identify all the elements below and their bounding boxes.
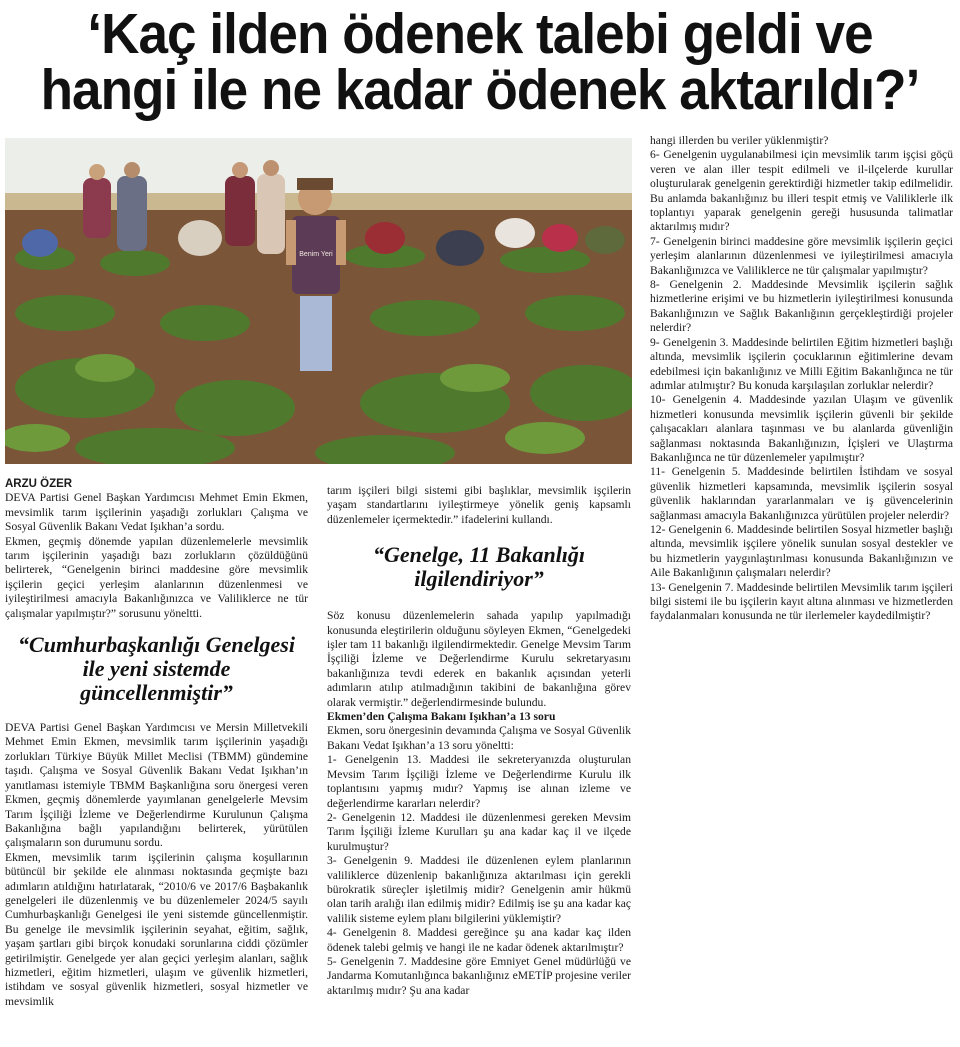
article-column-3	[650, 134, 953, 624]
question-item: 6- Genelgenin uygulanabilmesi için mevsimlik tarım işçisi göçü veren ve alan iller tespit edilmeli ve il-ilçelerde kurullar oluşturularak genelgenin gerektirdiği hizmetler takip edilmelidir. Bu anlamda bakanlığınız bu illeri tespit etmiş ve Valiliklerle ilk toplantıyı yaparak genelgenin gereği hususunda talimatlar aktarılmış mıdır?	[650, 148, 953, 234]
question-item: 12- Genelgenin 6. Maddesinde belirtilen Sosyal hizmetler başlığı altında, mevsimlik işçilere yönelik sunulan sosyal destekler ve bu hizmetlerin yaygınlaştırılması konusunda Bakanlığınızın ve Aile Bakanlığının çalışmaları nelerdir?	[650, 522, 953, 580]
question-item: 2- Genelgenin 12. Maddesi ile düzenlenmesi gereken Mevsim Tarım İşçiliği İzleme Kurulları şu ana kadar kaç il ve ilçede kurulmuştur?	[327, 810, 631, 853]
article-photo	[5, 138, 632, 464]
intro-paragraph-2: Ekmen, geçmiş dönemde yapılan düzenlemelerle mevsimlik tarım işçilerinin yaşadığı bazı zorlukların çözüldüğünü belirterek, “Genelgenin birinci maddesine göre mevsimlik işçilerin geçici yerleşim alanlarının düzenlenmesi ve iyileştirilmesi amacıyla Bakanlığınızca ve Valiliklerce ne tür çalışmalar yapılmıştır?” sorusunu yöneltti.	[5, 534, 308, 620]
question-item: 11- Genelgenin 5. Maddesinde belirtilen İstihdam ve sosyal güvenlik hizmetleri kapsamında, mevsimlik işçilerin sosyal güvenlik haklarından yararlanmaları ve iş güvencelerinin sağlanması amacıyla Bakanlığınızca yürütülen projeler nelerdir?	[650, 465, 953, 522]
question-item: 5- Genelgenin 7. Maddesine göre Emniyet Genel müdürlüğü ve Jandarma Komutanlığınca bakanlığınız eMETİP projesine veriler aktarılmış mıdır? Şu ana kadar	[327, 954, 631, 997]
article-column-1	[5, 477, 308, 1009]
body-paragraph-1: DEVA Partisi Genel Başkan Yardımcısı ve Mersin Milletvekili Mehmet Emin Ekmen, mevsimlik tarım işçilerinin yaşadığı zorlukları Türkiye Büyük Millet Meclisi (TBMM) gündemine taşıdı. Çalışma ve Sosyal Güvenlik Bakanı Vedat Işıkhan’ın yanıtlaması istemiyle TBMM Başkanlığına soru önergesi veren Ekmen, geçmiş dönemlerde yayımlanan genelgelerle Mevsim Tarım İşçiliği İzleme ve Değerlendirme Kurulunun Çalışma Bakanlığına bağlı yapılandığını belirterek, yürütülen çalışmaların son durumunu sordu.	[5, 721, 308, 850]
farm-field-illustration	[5, 138, 632, 464]
svg-text:Benim Yeri: Benim Yeri	[299, 251, 333, 258]
question-item: 1- Genelgenin 13. Maddesi ile sekreteryanızda oluşturulan Mevsim Tarım İşçiliği İzleme ve Değerlendirme Kurulu ilk toplantısını yapmış mıdır? Yapmış ise alınan izleme ve değerlendirme kararları nelerdir?	[327, 753, 631, 810]
subheading-cumhurbaskanligi: “Cumhurbaşkanlığı Genelgesi ile yeni sistemde güncellenmiştir”	[18, 632, 295, 706]
question-item: 8- Genelgenin 2. Maddesinde Mevsimlik işçilerin sağlık hizmetlerine erişimi ve bu hizmetlerin iyileştirilmesi konusunda Bakanlığınızın ve Sağlık Bakanlığının gerçekleştirdiği projeler nelerdir?	[650, 278, 953, 335]
question-item: 9- Genelgenin 3. Maddesinde belirtilen Eğitim hizmetleri başlığı altında, mevsimlik işçilerin çocuklarının eğitimlerine devam edebilmesi için bakanlığınız ve Milli Eğitim Bakanlığınca ne tür adımlar atılmıştır? Bu konuda karşılaşılan zorluklar nelerdir?	[650, 335, 953, 392]
continuation-paragraph: tarım işçileri bilgi sistemi gibi başlıklar, mevsimlik işçilerin yaşam standartlarını iyileştirmeye yönelik geniş kapsamlı düzenlemeler içermektedir.” ifadelerini kullandı.	[327, 484, 631, 526]
question-item: 7- Genelgenin birinci maddesine göre mevsimlik işçilerin geçici yerleşim alanlarının düzenlenmesi ve iyileştirilmesi amacıyla Bakanlığınızca ve Valiliklerce ne tür çalışmalar yapılmıştır?	[650, 234, 953, 277]
body-paragraph: Söz konusu düzenlemelerin sahada yapılıp yapılmadığı konusunda eleştirilerin olduğunu söyleyen Ekmen, “Genelgedeki işler tam 11 bakanlığı ilgilendirmektedir. Genelge Mevsim Tarım İşçiliği İzleme ve Değerlendirme Kurulu sekretaryasını bakanlığınıza tevdi ederek en bakanlık açısından yeterli adımların atılıp atılmadığının takibini de bakanlığına görev olarak vermiştir.” değerlendirmesinde bulundu.	[327, 609, 631, 709]
body-paragraph-2: Ekmen, mevsimlik tarım işçilerinin çalışma koşullarının bütüncül bir şekilde ele alınması noktasında geçmişte bazı adımların atıldığını hatırlatarak, “2010/6 ve 2017/6 Başbakanlık genelgeleri ile düzenlenmiş ve bu düzenlemeler 2024/5 sayılı Cumhurbaşkanlığı Genelgesi ile yeni sistemde güncellenmiştir. Bu genelge ile mevsimlik işçilerinin seyahat, eğitim, sağlık, yaşam şartları gibi birçok konudaki sorunlarına ciddi çözümler getirilmiştir. Genelgede yer alan geçici yerleşim alanları, sağlık hizmetleri, eğitim hizmetleri, ulaşım ve güvenlik hizmetleri, istihdam ve sosyal güvenlik hizmetleri, sosyal hizmetler ve mevsimlik	[5, 850, 308, 1008]
question-item: 10- Genelgenin 4. Maddesinde yazılan Ulaşım ve güvenlik hizmetleri konusunda mevsimlik işçilerin güvenli bir şekilde çalışacakları alanlara taşınması ve bu alanlarda güvenliğin sağlanması noktasında Bakanlığınızın, İçişleri ve Ulaştırma Bakanlığınca ne tür düzenlemeler yapılmıştır?	[650, 393, 953, 464]
question-item: 3- Genelgenin 9. Maddesi ile düzenlenen eylem planlarının valiliklerce düzenlenip bakanlığınıza aktarılması için gerekli bürokratik süreçler işletilmiş midir? Genelgenin amir hükmü olan tarih aralığı ilan edilmiş midir? Edilmiş ise şu ana kadar kaç valilik sisteme eylem planı bilgilerini yüklemiştir?	[327, 854, 631, 925]
question-item: hangi illerden bu veriler yüklenmiştir?	[650, 134, 829, 147]
headline-line-1: ‘Kaç ilden ödenek talebi geldi ve	[87, 2, 873, 66]
question-item: 13- Genelgenin 7. Maddesinde belirtilen Mevsimlik tarım işçileri bilgi sistemi ile bu işçilerin kayıt altına alınması ve hizmetlerden faydalanmaları konusunda ne tür ilerlemeler kaydedilmiştir?	[650, 580, 953, 623]
intro-paragraph-1: DEVA Partisi Genel Başkan Yardımcısı Mehmet Emin Ekmen, mevsimlik tarım işçilerinin yaşadığı zorlukları Çalışma ve Sosyal Güvenlik Bakanı Vedat Işıkhan’a sordu.	[5, 491, 308, 534]
question-item: 4- Genelgenin 8. Maddesi gereğince şu ana kadar kaç ilden ödenek talebi gelmiş ve hangi ile ne kadar ödenek aktarılmıştır?	[327, 926, 631, 954]
author-byline: ARZU ÖZER	[5, 478, 73, 490]
questions-intro: Ekmen, soru önergesinin devamında Çalışma ve Sosyal Güvenlik Bakanı Vedat Işıkhan’a 13 soru yöneltti:	[327, 724, 631, 752]
headline	[34, 0, 927, 128]
article-column-2	[327, 484, 631, 998]
questions-subheading: Ekmen’den Çalışma Bakanı Işıkhan’a 13 soru	[327, 710, 556, 724]
headline-line-2: hangi ile ne kadar ödenek aktarıldı?’	[40, 58, 920, 122]
subheading-genelge: “Genelge, 11 Bakanlığı ilgilendiriyor”	[372, 542, 586, 592]
